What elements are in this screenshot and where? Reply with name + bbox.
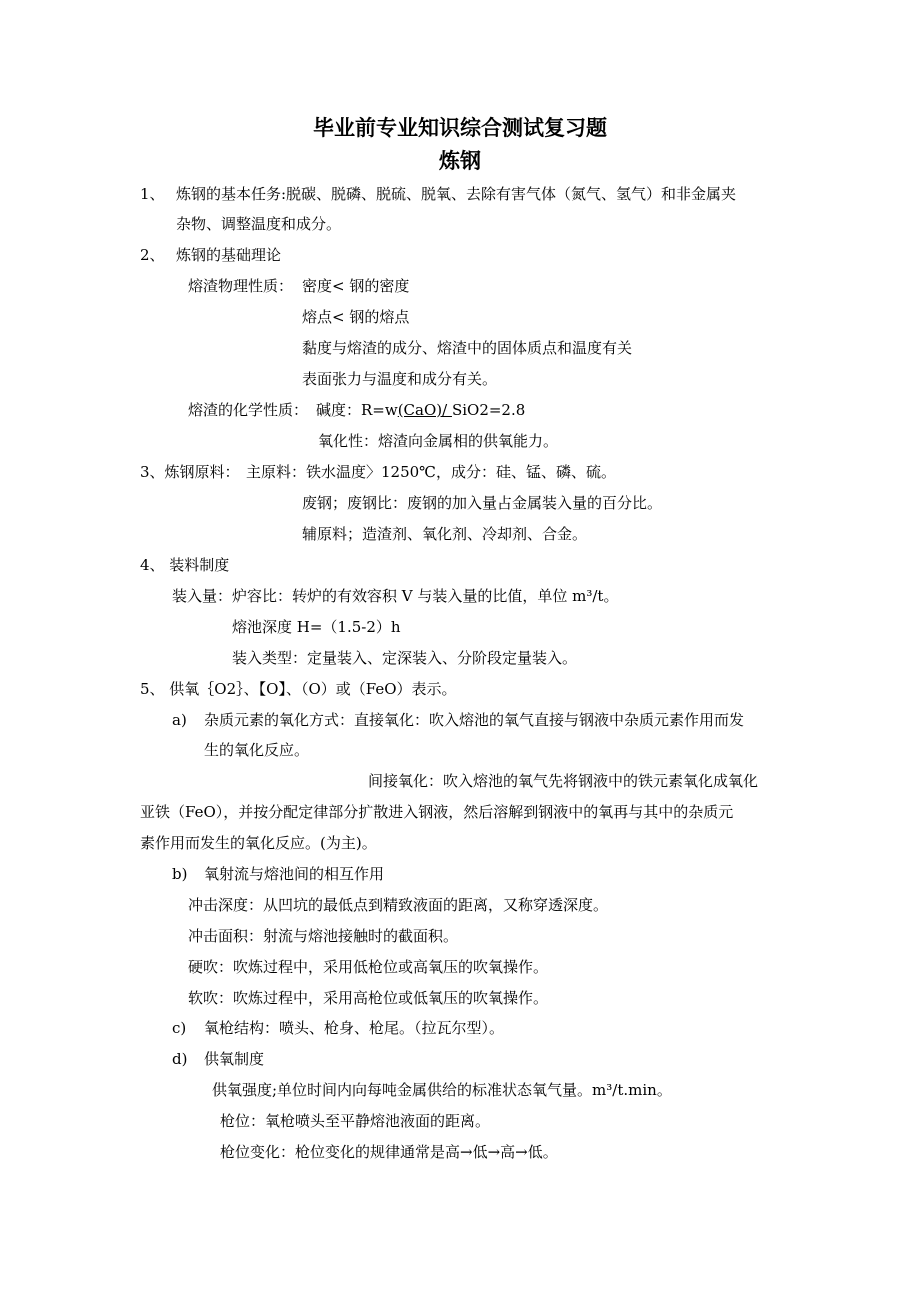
section-2-heading: 炼钢的基础理论 xyxy=(176,246,282,264)
basicity-prefix: 碱度：R=w xyxy=(316,401,398,419)
hard-blow: 硬吹：吹炼过程中，采用低枪位或高氧压的吹氧操作。 xyxy=(188,958,549,976)
page-title: 毕业前专业知识综合测试复习题 xyxy=(313,116,607,140)
slag-physical-surface-tension: 表面张力与温度和成分有关。 xyxy=(302,370,498,388)
item-a-line-1: 杂质元素的氧化方式：直接氧化：吹入熔池的氧气直接与钢液中杂质元素作用而发 xyxy=(204,711,745,729)
section-5-heading: 5、 供氧｛O2｝、【O】、（O）或（FeO）表示。 xyxy=(140,680,457,698)
section-1-number: 1、 xyxy=(140,185,165,203)
item-c-text: 氧枪结构：喷头、枪身、枪尾。（拉瓦尔型）。 xyxy=(204,1019,505,1037)
item-a-line-5: 素作用而发生的氧化反应。(为主)。 xyxy=(140,834,377,852)
raw-main-material: 主原料：铁水温度〉1250℃，成分：硅、锰、磷、硫。 xyxy=(246,463,616,481)
section-4-heading: 4、 装料制度 xyxy=(140,556,230,574)
slag-chemical-label: 熔渣的化学性质： xyxy=(188,401,309,419)
item-c-marker: c) xyxy=(172,1019,187,1037)
item-b-marker: b) xyxy=(172,865,188,883)
slag-physical-melting-point: 熔点< 钢的熔点 xyxy=(302,308,410,326)
section-1-line-1: 炼钢的基本任务:脱碳、脱磷、脱硫、脱氧、去除有害气体（氮气、氢气）和非金属夹 xyxy=(176,185,737,203)
charge-type: 装入类型：定量装入、定深装入、分阶段定量装入。 xyxy=(232,649,578,667)
impact-depth: 冲击深度：从凹坑的最低点到精致液面的距离，又称穿透深度。 xyxy=(188,896,609,914)
section-2-number: 2、 xyxy=(140,246,165,264)
slag-physical-label: 熔渣物理性质： xyxy=(188,277,294,295)
page-subtitle: 炼钢 xyxy=(439,149,481,173)
impact-area: 冲击面积：射流与熔池接触时的截面积。 xyxy=(188,927,459,945)
lance-position-change: 枪位变化：枪位变化的规律通常是高→低→高→低。 xyxy=(220,1143,558,1161)
section-3-heading: 3、炼钢原料： xyxy=(140,463,240,481)
lance-position: 枪位：氧枪喷头至平静熔池液面的距离。 xyxy=(220,1112,491,1130)
item-a-line-3: 间接氧化：吹入熔池的氧气先将钢液中的铁元素氧化成氧化 xyxy=(368,772,759,790)
item-a-line-2: 生的氧化反应。 xyxy=(204,741,310,759)
section-1-line-2: 杂物、调整温度和成分。 xyxy=(176,215,342,233)
basicity-underlined: (CaO)/ xyxy=(397,401,452,419)
raw-scrap: 废钢；废钢比：废钢的加入量占金属装入量的百分比。 xyxy=(302,494,663,512)
item-a-marker: a) xyxy=(172,711,187,729)
item-a-line-4: 亚铁（FeO），并按分配定律部分扩散进入钢液，然后溶解到钢液中的氧再与其中的杂质元 xyxy=(140,803,734,821)
charge-amount: 装入量：炉容比：转炉的有效容积 V 与装入量的比值，单位 m³/t。 xyxy=(172,587,619,605)
slag-basicity xyxy=(316,400,525,420)
item-b-heading: 氧射流与熔池间的相互作用 xyxy=(204,865,385,883)
basicity-suffix: SiO2=2.8 xyxy=(451,401,526,419)
item-d-marker: d) xyxy=(172,1050,188,1068)
slag-oxidizing: 氧化性：熔渣向金属相的供氧能力。 xyxy=(318,432,559,450)
slag-physical-density: 密度< 钢的密度 xyxy=(302,277,410,295)
slag-physical-viscosity: 黏度与熔渣的成分、熔渣中的固体质点和温度有关 xyxy=(302,339,633,357)
oxygen-intensity: 供氧强度;单位时间内向每吨金属供给的标准状态氧气量。m³/t.min。 xyxy=(212,1081,672,1099)
raw-auxiliary: 辅原料；造渣剂、氧化剂、冷却剂、合金。 xyxy=(302,525,588,543)
soft-blow: 软吹：吹炼过程中，采用高枪位或低氧压的吹氧操作。 xyxy=(188,989,549,1007)
item-d-heading: 供氧制度 xyxy=(204,1050,265,1068)
bath-depth: 熔池深度 H=（1.5-2）h xyxy=(232,618,401,636)
